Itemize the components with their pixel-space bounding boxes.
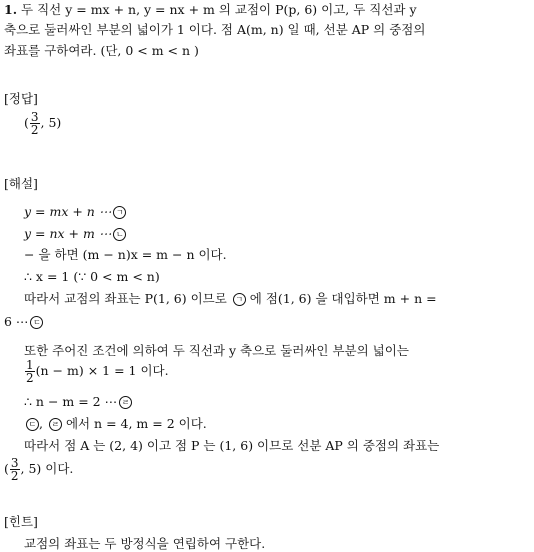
answer-header: [정답] xyxy=(4,91,38,106)
answer-fraction xyxy=(30,111,40,136)
solution-line-1 xyxy=(24,204,126,220)
solution-line-11: 따라서 점 A 는 (2, 4) 이고 점 P 는 (1, 6) 이므로 선분 AP 의 중점의 좌표는 xyxy=(24,438,440,453)
solution-line-9 xyxy=(24,394,132,410)
line-9-text: ∴ n − m = 2 ⋯ xyxy=(24,394,118,409)
circled-mark-2: ㄴ xyxy=(113,228,126,241)
circled-mark-1: ㄱ xyxy=(113,206,126,219)
solution-line-10: ㄷ , ㄹ 에서 n = 4, m = 2 이다. xyxy=(24,416,207,432)
circled-mark-5: ㄹ xyxy=(119,396,132,409)
area-rest: (n − m) × 1 = 1 이다. xyxy=(35,363,169,378)
area-fraction xyxy=(25,359,35,384)
circled-mark-4: ㄷ xyxy=(30,316,43,329)
solution-line-3: − 을 하면 (m − n)x = m − n 이다. xyxy=(24,247,227,262)
solution-line-2 xyxy=(24,226,126,242)
solution-line-5 xyxy=(24,291,437,307)
answer-value xyxy=(24,110,61,136)
line-12-rest: , 5) 이다. xyxy=(20,461,74,476)
solution-line-12 xyxy=(4,456,73,482)
problem-text-1: 두 직선 y = mx + n, y = nx + m 의 교점이 P(p, 6) 이고, 두 직선과 y xyxy=(21,2,417,17)
solution-line-8 xyxy=(24,358,169,384)
area-frac-num: 1 xyxy=(26,358,34,372)
eq-1-text: y = mx + n ⋯ xyxy=(24,204,112,219)
answer-open-paren: ( xyxy=(24,115,29,130)
line-12-open: ( xyxy=(4,461,9,476)
line-5-part-a: 따라서 교점의 좌표는 P(1, 6) 이므로 xyxy=(24,291,227,306)
circled-mark-7: ㄹ xyxy=(49,418,62,431)
line-6-text: 6 ⋯ xyxy=(4,314,29,329)
solution-line-6 xyxy=(4,314,43,330)
midpoint-frac-num: 3 xyxy=(10,456,19,470)
eq-2-text: y = nx + m ⋯ xyxy=(24,226,112,241)
line-10-rest: 에서 n = 4, m = 2 이다. xyxy=(65,416,207,431)
problem-line-1 xyxy=(4,2,417,18)
circled-mark-3: ㄱ xyxy=(233,293,246,306)
midpoint-frac-den: 2 xyxy=(10,469,19,483)
answer-frac-num: 3 xyxy=(30,110,39,124)
circled-mark-6: ㄷ xyxy=(26,418,39,431)
hint-header: [힌트] xyxy=(4,514,38,529)
problem-text-2: 축으로 둘러싸인 부분의 넓이가 1 이다. 점 A(m, n) 일 때, 선분 AP 의 중점의 xyxy=(4,22,426,37)
hint-text: 교점의 좌표는 두 방정식을 연립하여 구한다. xyxy=(24,536,266,551)
solution-line-7: 또한 주어진 조건에 의하여 두 직선과 y 축으로 둘러싸인 부분의 넓이는 xyxy=(24,343,409,358)
problem-text-3: 좌표를 구하여라. (단, 0 < m < n ) xyxy=(4,43,199,58)
area-frac-den: 2 xyxy=(26,371,34,385)
solution-header: [해설] xyxy=(4,176,38,191)
midpoint-fraction xyxy=(10,457,20,482)
answer-rest: , 5) xyxy=(40,115,62,130)
answer-frac-den: 2 xyxy=(30,123,39,137)
line-5-part-b: 에 점(1, 6) 을 대입하면 m + n = xyxy=(249,291,437,306)
solution-line-4: ∴ x = 1 (∵ 0 < m < n) xyxy=(24,269,160,284)
problem-number: 1. xyxy=(4,2,18,17)
